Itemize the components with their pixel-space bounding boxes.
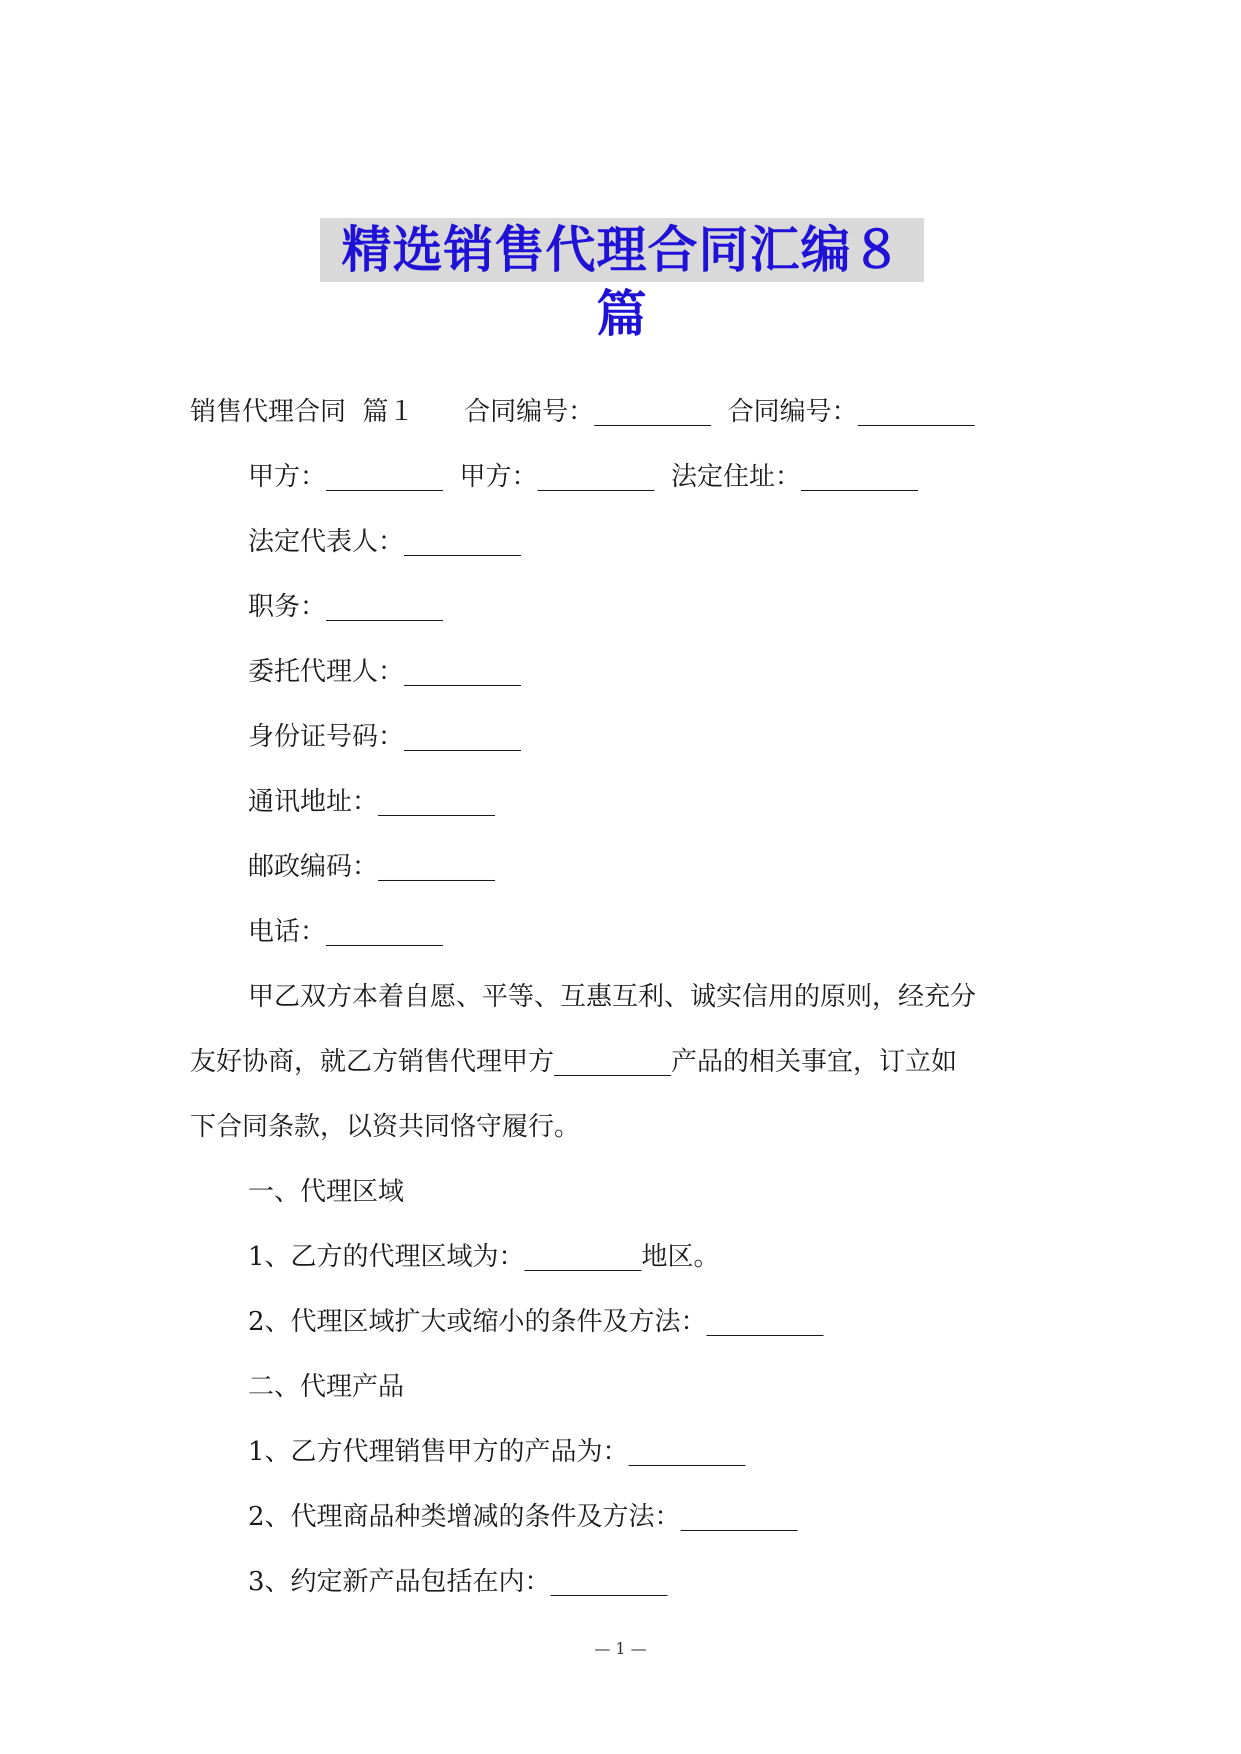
authorized-agent-line: 委托代理人：_________ [248,657,522,687]
contract-header-line: 销售代理合同 篇１ 合同编号：_________ 合同编号：_________ [190,397,975,427]
legal-representative-line: 法定代表人：_________ [248,527,522,557]
page-number: — 1 — [594,1639,647,1658]
intro-paragraph-line-3: 下合同条款，以资共同恪守履行。 [190,1112,581,1142]
intro-paragraph-line-2: 友好协商，就乙方销售代理甲方_________产品的相关事宜，订立如 [190,1047,958,1077]
mailing-address-line: 通讯地址：_________ [248,787,496,817]
section-heading-products: 二、代理产品 [248,1372,405,1402]
phone-line: 电话：_________ [248,917,444,947]
section-heading-territory: 一、代理区域 [248,1177,405,1207]
party-a-line: 甲方：_________ 甲方：_________ 法定住址：_________ [248,462,919,492]
document-title: 精选销售代理合同汇编８篇 [320,218,924,282]
products-clause-2: 2、代理商品种类增减的条件及方法：_________ [248,1502,798,1532]
territory-clause-2: 2、代理区域扩大或缩小的条件及方法：_________ [248,1307,824,1337]
intro-paragraph-line-1: 甲乙双方本着自愿、平等、互惠互利、诚实信用的原则，经充分 [248,982,977,1012]
id-number-line: 身份证号码：_________ [248,722,522,752]
territory-clause-1: 1、乙方的代理区域为：_________地区。 [248,1242,720,1272]
position-line: 职务：_________ [248,592,444,622]
products-clause-1: 1、乙方代理销售甲方的产品为：_________ [248,1437,746,1467]
postal-code-line: 邮政编码：_________ [248,852,496,882]
products-clause-3: 3、约定新产品包括在内：_________ [248,1567,668,1597]
